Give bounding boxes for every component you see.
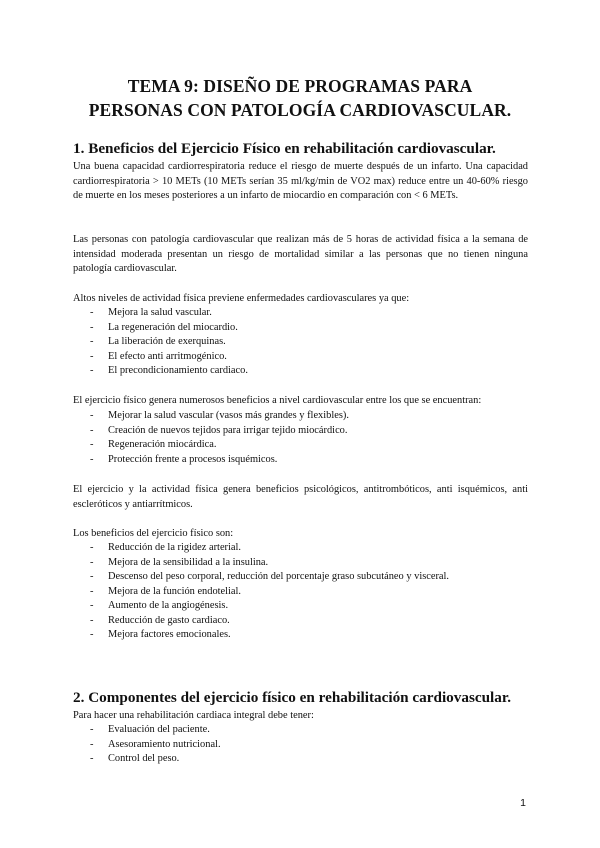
list-item: - Mejora de la sensibilidad a la insulina. [90, 556, 269, 568]
list-item: - Reducción de gasto cardiaco. [90, 614, 230, 626]
paragraph-1: Una buena capacidad cardiorrespiratoria reduce el riesgo de muerte después de un infarto. Una capacidad cardiorrespiratoria > 10 METs (10 METs serían 35 ml/kg/min de VO2 max) reduce entre un 40-60% riesgo de muerte en los meses posteriores a un infarto de miocardio en comparación con < 6 METs. [73, 161, 528, 201]
list-item: - Creación de nuevos tejidos para irrigar tejido miocárdico. [90, 424, 348, 436]
list-item: - Control del peso. [90, 753, 180, 764]
list-item: - El efecto anti arritmogénico. [90, 350, 227, 362]
paragraph-5: El ejercicio y la actividad física genera beneficios psicológicos, antitrombóticos, anti isquémicos, anti escleróticos y antiarrítmicos. [73, 484, 528, 510]
section-1-heading: 1. Beneficios del Ejercicio Físico en rehabilitación cardiovascular. [73, 140, 496, 157]
list-item: - Evaluación del paciente. [90, 724, 210, 735]
page-number: 1 [520, 797, 526, 809]
list-item: - El precondicionamiento cardiaco. [90, 365, 248, 376]
list-item: - Mejora la salud vascular. [90, 307, 212, 318]
paragraph-2: Las personas con patología cardiovascular que realizan más de 5 horas de actividad física a la semana de intensidad moderada presentan un riesgo de mortalidad similar a las personas que no tienen ninguna patología cardiovascular. [73, 234, 528, 274]
title-line-1: TEMA 9: DISEÑO DE PROGRAMAS PARA [127, 76, 473, 96]
list-item: - Mejorar la salud vascular (vasos más grandes y flexibles). [90, 410, 349, 421]
list-item: - La regeneración del miocardio. [90, 321, 238, 333]
list-item: - Reducción de la rigidez arterial. [90, 542, 241, 553]
list-item: - Mejora de la función endotelial. [90, 585, 242, 597]
list-item: - La liberación de exerquinas. [90, 336, 226, 347]
components-list [73, 723, 221, 767]
list-item: - Descenso del peso corporal, reducción del porcentaje graso subcutáneo y visceral. [90, 571, 450, 582]
paragraph-3: Altos niveles de actividad física previene enfermedades cardiovasculares ya que: [73, 293, 410, 304]
paragraph-4: El ejercicio físico genera numerosos beneficios a nivel cardiovascular entre los que se encuentran: [73, 395, 482, 406]
list-item: - Asesoramiento nutricional. [90, 738, 221, 750]
list-item: - Aumento de la angiogénesis. [90, 600, 229, 611]
benefits-list-2 [73, 409, 349, 467]
benefits-list-1 [73, 306, 248, 379]
benefits-list-3 [73, 541, 449, 643]
document-title [60, 74, 540, 122]
section-2-heading: 2. Componentes del ejercicio físico en rehabilitación cardiovascular. [73, 689, 512, 706]
paragraph-6: Los beneficios del ejercicio físico son: [73, 528, 234, 539]
paragraph-7: Para hacer una rehabilitación cardiaca integral debe tener: [73, 710, 314, 721]
list-item: - Regeneración miocárdica. [90, 439, 217, 450]
title-line-2: PERSONAS CON PATOLOGÍA CARDIOVASCULAR. [88, 100, 512, 120]
list-item: - Protección frente a procesos isquémicos. [90, 453, 278, 465]
list-item: - Mejora factores emocionales. [90, 629, 231, 640]
